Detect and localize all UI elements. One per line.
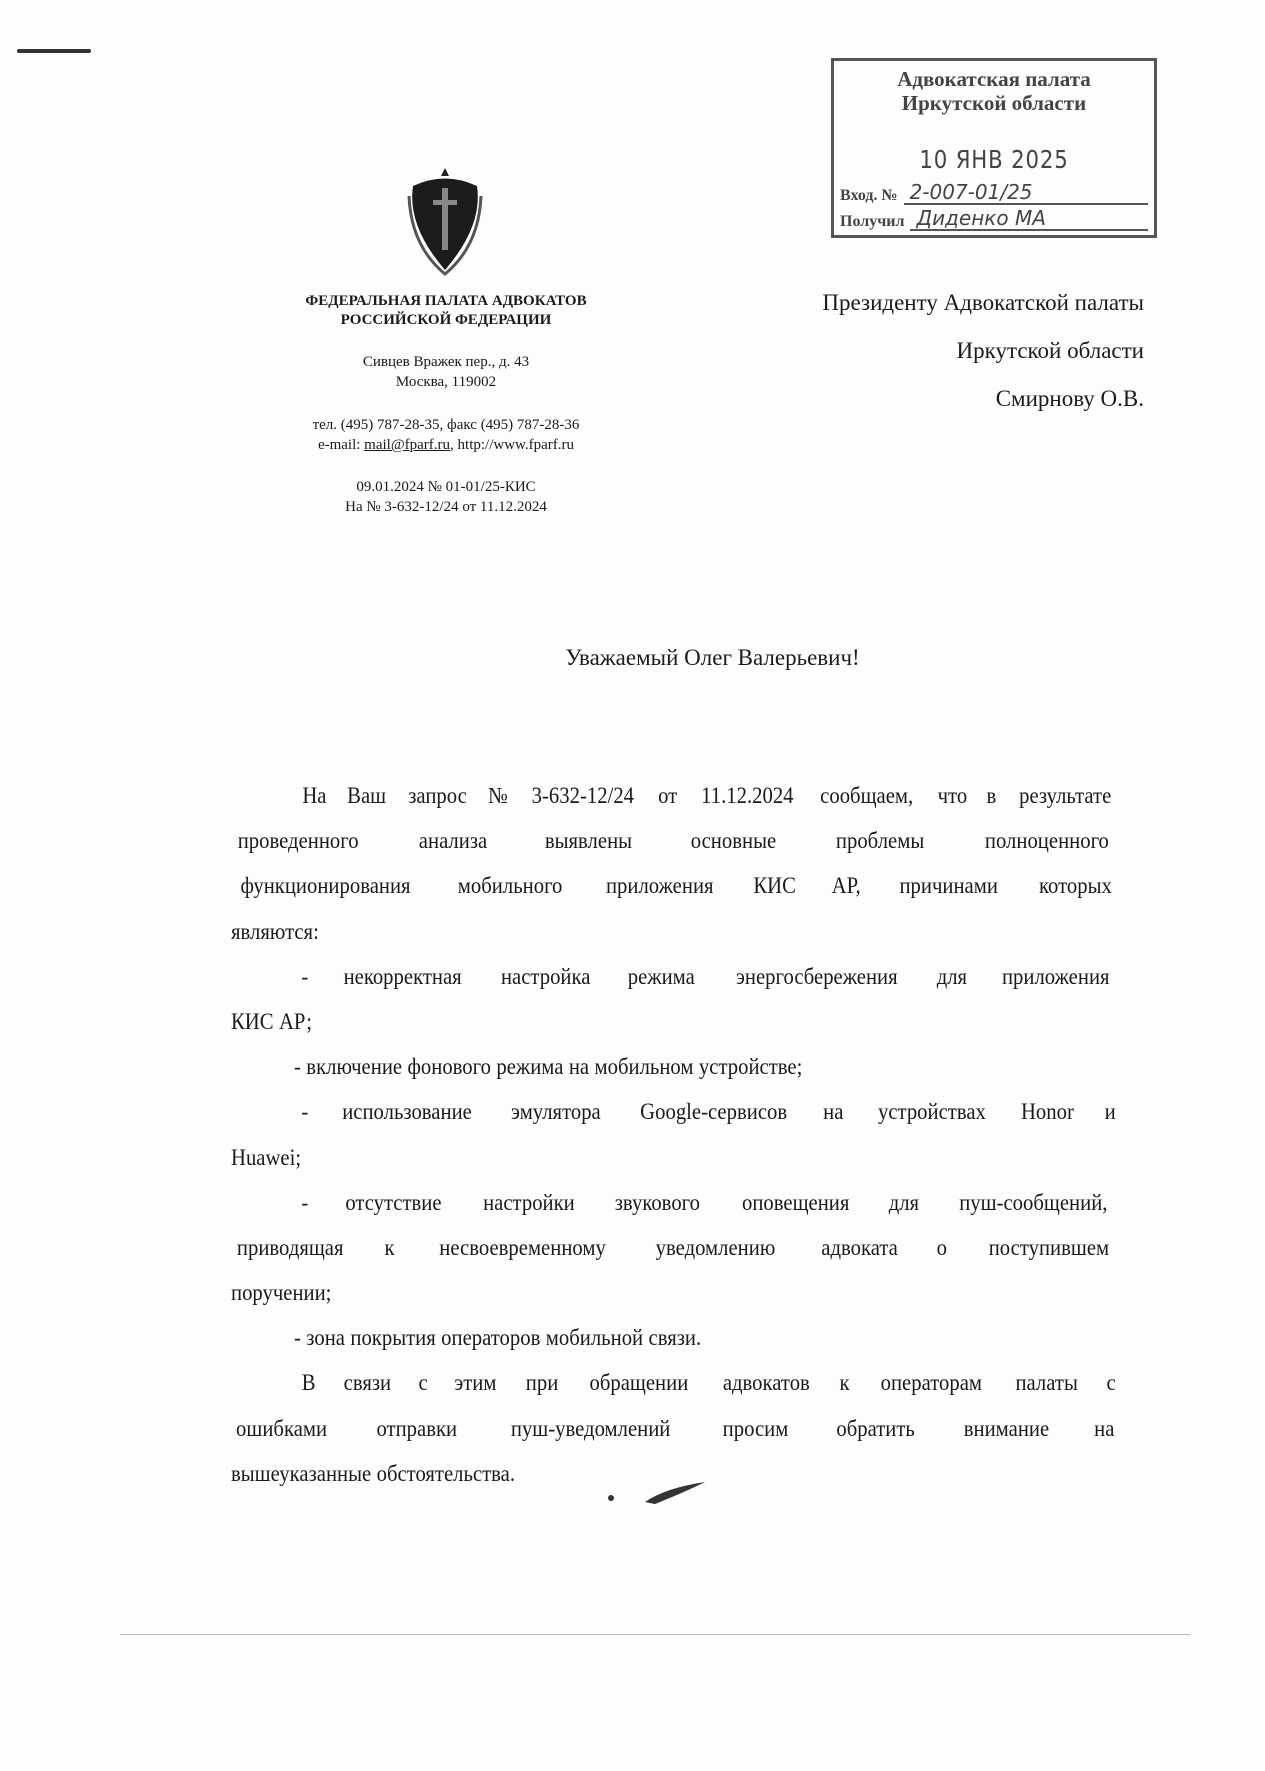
body-word: КИС (231, 1008, 274, 1034)
body-word: о (936, 1234, 948, 1260)
recipient-line-3: Смирнову О.В. (995, 386, 1144, 411)
scan-mark (17, 49, 91, 53)
body-word: На (302, 783, 327, 808)
body-word: при (525, 1370, 558, 1396)
body-word: и (1104, 1099, 1116, 1125)
body-word: на (568, 1054, 590, 1080)
body-word: устройствах (877, 1099, 986, 1125)
body-word: с (1106, 1370, 1116, 1396)
body-line (231, 1232, 1116, 1277)
body-line (231, 961, 1116, 1006)
body-word: отправки (376, 1415, 458, 1441)
letterhead-org-line1: ФЕДЕРАЛЬНАЯ ПАЛАТА АДВОКАТОВ (305, 293, 587, 309)
body-word: поступившем (988, 1234, 1110, 1260)
body-word: являются: (231, 918, 319, 944)
body-word: адвокатов (723, 1370, 811, 1396)
body-word: - (294, 1054, 301, 1080)
body-word: режима (627, 963, 695, 989)
website: , http://www.fparf.ru (450, 437, 575, 453)
body-word: оповещения (742, 1189, 850, 1215)
body-word: мобильной (545, 1325, 644, 1351)
body-word: этим (454, 1370, 497, 1396)
body-word: покрытия (350, 1325, 436, 1351)
body-word: причинами (899, 873, 998, 899)
body-word: несвоевременному (438, 1234, 606, 1260)
body-word: просим (722, 1415, 788, 1441)
body-word: для (888, 1189, 919, 1215)
body-word: - (301, 1099, 309, 1125)
body-line (231, 1322, 1028, 1367)
body-word: обращении (589, 1370, 689, 1396)
body-word: пуш-сообщений, (959, 1189, 1108, 1215)
body-word: операторов (441, 1325, 541, 1351)
body-line (231, 1006, 1028, 1051)
body-word: внимание (963, 1415, 1049, 1441)
body-word: к (384, 1234, 395, 1260)
body-word: ошибками (236, 1415, 328, 1441)
body-line (231, 1413, 1116, 1458)
body-word: Honor (1021, 1099, 1075, 1125)
body-line (231, 1142, 1028, 1187)
body-word: АР, (831, 873, 861, 899)
body-word: настройка (501, 963, 591, 989)
email-label: e-mail: (317, 437, 365, 453)
body-word: обратить (835, 1415, 915, 1441)
salutation: Уважаемый Олег Валерьевич! (565, 645, 860, 670)
body-word: адвоката (820, 1234, 898, 1260)
body-word: АР; (278, 1008, 312, 1034)
body-word: анализа (418, 828, 487, 854)
body-word: - (301, 963, 309, 989)
letterhead (246, 292, 646, 517)
body-word: 3-632-12/24 (532, 783, 635, 808)
body-word: № (488, 783, 509, 808)
body-word: операторам (880, 1370, 983, 1396)
body-word: на (1094, 1415, 1115, 1441)
stamp-entry-label: Вход. № (840, 187, 898, 204)
body-word: отсутствие (345, 1189, 442, 1215)
body-word: в (986, 783, 996, 808)
letter-body (231, 780, 1116, 1503)
body-line (231, 1187, 1116, 1232)
body-word: что (937, 783, 967, 808)
body-word: полноценного (985, 828, 1110, 854)
stamp-org-line1: Адвокатская палата (897, 67, 1091, 91)
letterhead-phone: тел. (495) 787-28-35, факс (495) 787-28-36 (312, 417, 580, 433)
stamp-date: 10 ЯНВ 2025 (919, 145, 1069, 174)
body-word: звукового (615, 1189, 701, 1215)
body-word: связи (343, 1370, 391, 1396)
body-word: - (301, 1189, 309, 1215)
recipient-line-1: Президенту Адвокатской палаты (822, 290, 1144, 315)
body-word: запрос (408, 783, 468, 808)
body-line (231, 916, 1028, 961)
body-word: приводящая (236, 1234, 344, 1260)
body-word: функционирования (240, 873, 411, 899)
body-word: вышеуказанные (231, 1460, 372, 1486)
letterhead-org-line2: РОССИЙСКОЙ ФЕДЕРАЦИИ (340, 312, 552, 328)
stamp-entry-row (840, 181, 1148, 205)
body-line (231, 825, 1116, 870)
body-word: настройки (482, 1189, 575, 1215)
stamp-received-label: Получил (840, 213, 905, 230)
stamp-received-row (840, 207, 1148, 231)
outgoing-number: 09.01.2024 № 01-01/25-КИС (356, 479, 536, 495)
body-line (231, 870, 1116, 915)
body-word: фонового (407, 1054, 491, 1080)
body-word: проведенного (237, 828, 359, 854)
body-word: обстоятельства. (376, 1460, 516, 1486)
body-word: выявлены (544, 828, 633, 854)
body-word: с (418, 1370, 428, 1396)
body-word: КИС (753, 873, 796, 899)
body-word: на (823, 1099, 844, 1125)
reply-reference: На № 3-632-12/24 от 11.12.2024 (345, 499, 547, 515)
signature-mark (605, 1478, 715, 1508)
body-word: включение (306, 1054, 403, 1080)
body-word: 11.12.2024 (700, 783, 794, 808)
body-word: к (839, 1370, 851, 1396)
letterhead-contacts (246, 435, 646, 455)
body-word: для (936, 963, 967, 989)
incoming-stamp (831, 58, 1157, 238)
body-word: зона (306, 1325, 345, 1351)
body-word: В (301, 1370, 316, 1396)
email-link: mail@fparf.ru (364, 437, 451, 453)
body-word: режима (496, 1054, 564, 1080)
recipient-line-2: Иркутской области (956, 338, 1144, 363)
body-word: мобильном (594, 1054, 694, 1080)
letterhead-address-line2: Москва, 119002 (395, 374, 497, 390)
stamp-org-line2: Иркутской области (901, 91, 1087, 115)
body-word: уведомлению (655, 1234, 776, 1260)
body-word: поручении; (231, 1280, 332, 1306)
body-word: проблемы (835, 828, 924, 854)
body-word: Huawei; (231, 1144, 302, 1170)
body-word: Ваш (347, 783, 387, 808)
body-word: сообщаем, (820, 783, 914, 808)
body-word: результате (1018, 783, 1111, 808)
body-line (231, 1096, 1116, 1141)
body-word: основные (691, 828, 777, 854)
body-word: энергосбережения (735, 963, 898, 989)
body-line (231, 780, 1116, 825)
stamp-received-value: Диденко МА (910, 207, 1148, 231)
body-word: которых (1039, 873, 1112, 899)
body-word: приложения (1002, 963, 1111, 989)
body-word: связи. (648, 1325, 702, 1351)
body-word: эмулятора (511, 1099, 601, 1125)
body-word: приложения (605, 873, 714, 899)
letterhead-address-line1: Сивцев Вражек пер., д. 43 (362, 354, 530, 370)
body-word: пуш-уведомлений (510, 1415, 670, 1441)
stamp-entry-value: 2-007-01/25 (904, 181, 1148, 205)
body-word: палаты (1015, 1370, 1078, 1396)
body-word: устройстве; (698, 1054, 803, 1080)
body-word: от (658, 783, 678, 808)
body-line (231, 1277, 1028, 1322)
emblem-icon (405, 166, 485, 276)
body-word: Google-сервисов (640, 1099, 788, 1125)
body-word: некорректная (343, 963, 462, 989)
body-line (231, 1051, 1028, 1096)
body-word: использование (342, 1099, 473, 1125)
body-line (231, 1367, 1116, 1412)
body-word: - (294, 1325, 301, 1351)
page-rule (120, 1634, 1190, 1635)
body-word: мобильного (457, 873, 563, 899)
